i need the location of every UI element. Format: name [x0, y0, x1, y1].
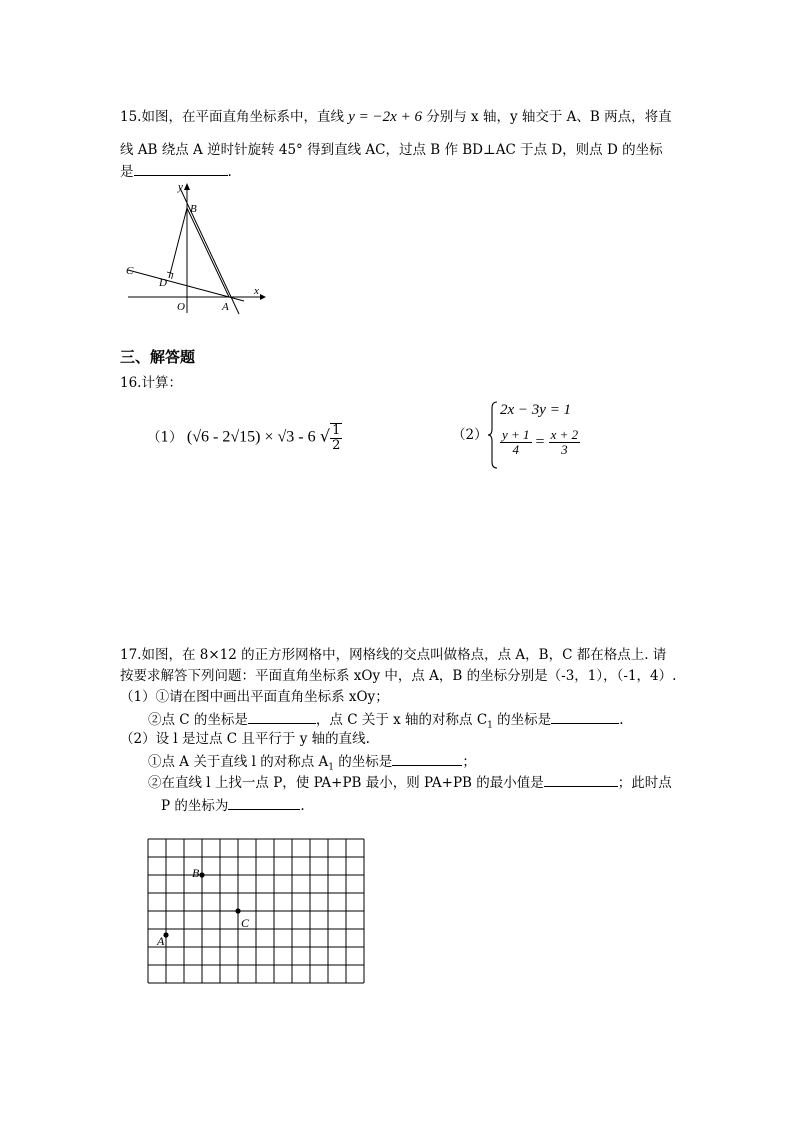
q17-a1-sub: 1 [328, 762, 335, 773]
q17-a1-coord-blank[interactable] [392, 751, 462, 766]
q17-label-b: B [192, 866, 200, 880]
q15-line-ab [180, 188, 239, 314]
q17-min-text: ②在直线 l 上找一点 P，使 PA+PB 最小，则 PA+PB 的最小值是 [148, 775, 544, 791]
q17-min-text-end: ；此时点 [617, 775, 672, 791]
q17-line7 [148, 772, 672, 792]
q15-line-ba [187, 208, 229, 297]
q15-y-axis-arrow [184, 183, 190, 190]
q17-c1-text: ，点 C 关于 x 轴的对称点 C [315, 712, 488, 728]
q16-part2-equals: = [535, 433, 545, 451]
q17-point-b [199, 872, 204, 877]
q17-line4-end: . [619, 712, 624, 728]
q16-part2-den-left: 4 [512, 442, 520, 457]
q17-c-coord-blank[interactable] [248, 709, 316, 724]
q17-grid-figure[interactable] [140, 834, 380, 999]
q16-part2-num-right: x + 2 [550, 427, 579, 442]
q15-text-b: 分别与 x 轴，y 轴交于 A、B 两点，将直 [421, 109, 672, 125]
q15-equation: y = −2x + 6 [348, 109, 422, 125]
q17-point-c [235, 908, 240, 913]
q17-line8 [161, 795, 305, 815]
q17-a1-coord-text: 的坐标是 [334, 754, 393, 770]
q16-part1 [147, 423, 342, 453]
q16-part2-label: （2） [452, 427, 488, 443]
q16-brace [488, 400, 498, 470]
q15-label-x: x [254, 285, 259, 297]
q17-label-c: C [241, 916, 250, 930]
q17-c1-sub: 1 [487, 720, 493, 731]
q17-label-a: A [157, 934, 165, 948]
q15-line1 [120, 108, 672, 126]
q17-line2: 按要求解答下列问题：平面直角坐标系 xOy 中，点 A，B 的坐标分别是（-3，1），（-1，4）. [120, 668, 677, 684]
q15-label-a: A [222, 301, 229, 313]
q16-part1-expression: (√6 - 2√15) × √3 - 6 [186, 428, 316, 446]
q17-min-blank[interactable] [544, 772, 618, 787]
q15-label-c: C [126, 265, 134, 277]
q17-line1: 17.如图，在 8×12 的正方形网格中，网格线的交点叫做格点，点 A，B，C 都在格点上. 请 [120, 647, 667, 663]
q15-label-b: B [190, 203, 197, 215]
q17-gridlines [148, 839, 364, 983]
section-heading: 三、解答题 [120, 348, 196, 366]
q16-part2-eq1: 2x − 3y = 1 [500, 402, 572, 418]
q16-part1-radical: √ [319, 426, 331, 446]
q17-a1-text: ①点 A 关于直线 l 的对称点 A [148, 754, 329, 770]
q16-part2-frac-left [500, 428, 532, 457]
q15-line2: 线 AB 绕点 A 逆时针旋转 45° 得到直线 AC，过点 B 作 BD⊥AC 于点 D，则点 D 的坐标 [120, 142, 663, 158]
q16-part2-frac-right [549, 428, 581, 457]
q15-text-c: 是 [120, 164, 134, 180]
q15-label-d: D [159, 277, 167, 289]
q16-part2-eq2 [500, 428, 580, 457]
q16-part1-den: 2 [332, 438, 341, 453]
q16-part1-num: 1 [332, 423, 341, 438]
q15-label-o: O [177, 301, 185, 313]
q17-c-coord-text: ②点 C 的坐标是 [148, 712, 248, 728]
q16-part1-fraction [330, 423, 342, 453]
q16-part2-num-left: y + 1 [502, 427, 530, 442]
q15-answer-blank[interactable] [134, 161, 228, 176]
q17-c1-coord-blank[interactable] [551, 709, 619, 724]
q16-part2-den-right: 3 [561, 442, 568, 457]
q17-line5: （2）设 l 是过点 C 且平行于 y 轴的直线. [120, 731, 370, 747]
q16-part1-label: （1） [147, 429, 183, 446]
q17-line6-end: ； [462, 754, 476, 770]
q15-text-a: 15.如图，在平面直角坐标系中，直线 [120, 109, 349, 125]
q17-c1-coord-text: 的坐标是 [492, 712, 552, 728]
q16-title: 16.计算： [120, 375, 182, 391]
q17-line3: （1）①请在图中画出平面直角坐标系 xOy； [120, 689, 389, 705]
q15-x-axis-arrow [260, 294, 266, 300]
q15-period: . [227, 164, 232, 180]
q17-p-coord-blank[interactable] [228, 795, 300, 810]
q15-line-bd [169, 208, 187, 278]
q17-line8-end: . [300, 798, 305, 814]
q15-figure [120, 178, 270, 318]
q15-line-ac [128, 270, 244, 301]
q17-p-coord-text: P 的坐标为 [161, 798, 229, 814]
q15-label-y: y [178, 181, 183, 193]
